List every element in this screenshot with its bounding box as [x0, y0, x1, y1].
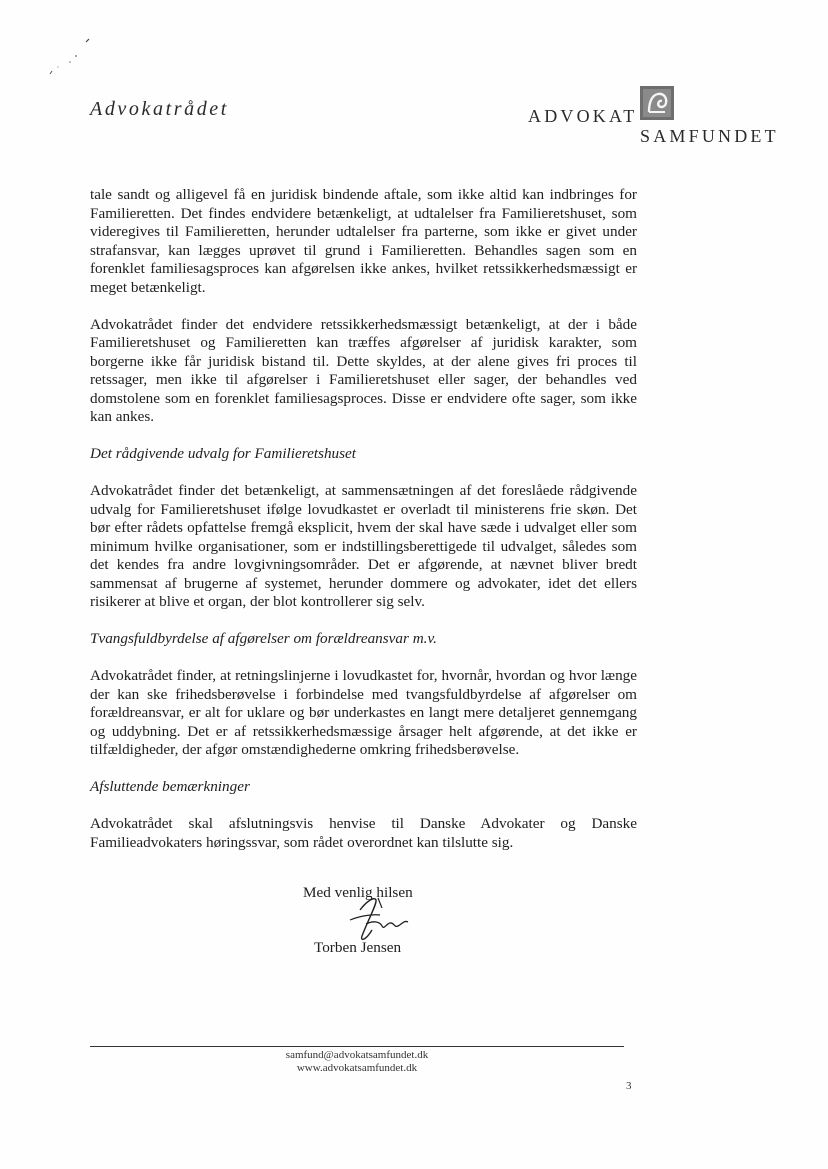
body-paragraph: tale sandt og alligevel få en juridisk bindende aftale, som ikke altid kan indbringes for Familieretten. Det findes endvidere betænkeligt, at udtalelser fra Familieretshuset, som videregives til Familieretten, herunder udtalelser fra parterne, som ikke er givet under strafansvar, kan lægges uprøvet til grund i Familieretten. Behandles sagen som en forenklet familiesagsproces kan afgørelsen ikke ankes, hvilket retssikkerhedsmæssigt er meget betænkeligt.	[90, 186, 637, 296]
section-heading: Det rådgivende udvalg for Familieretshuset	[90, 445, 357, 462]
section-heading: Afsluttende bemærkninger	[90, 778, 250, 795]
footer-website[interactable]: www.advokatsamfundet.dk	[296, 1062, 418, 1074]
page-number: 3	[626, 1080, 632, 1092]
signoff	[300, 884, 500, 964]
footer-email[interactable]: samfund@advokatsamfundet.dk	[285, 1049, 429, 1061]
body-paragraph: Advokatrådet finder det endvidere retssikkerhedsmæssigt betænkeligt, at der i både Familieretshuset og Familieretten kan træffes afgørelser af juridisk karakter, som borgerne ikke får juridisk bistand til. Dette skyldes, at der alene gives fri proces til retssager, men ikke til afgørelser i Familieretshuset eller sager, der behandles ved domstolene som en forenklet familiesagsproces. Disse er endvidere ofte sager, som ikke kan ankes.	[90, 315, 637, 425]
closing-salutation: Med venlig hilsen	[303, 884, 413, 901]
letter-body	[90, 186, 637, 871]
section-heading: Tvangsfuldbyrdelse af afgørelser om forældreansvar m.v.	[90, 630, 437, 647]
body-paragraph: Advokatrådet skal afslutningsvis henvise til Danske Advokater og Danske Familieadvokaters høringssvar, som rådet overordnet kan tilslutte sig.	[90, 815, 637, 851]
logo-word-samfundet: SAMFUNDET	[640, 126, 779, 146]
header-title: Advokatrådet	[90, 98, 229, 120]
signer-name: Torben Jensen	[314, 939, 402, 956]
scan-specks	[44, 34, 94, 84]
advokatsamfundet-logo	[526, 86, 786, 148]
logo-word-advokat: ADVOKAT	[528, 106, 638, 126]
body-paragraph: Advokatrådet finder, at retningslinjerne i lovudkastet for, hvornår, hvordan og hvor længe der kan ske frihedsberøvelse i forbindelse med tvangsfuldbyrdelse af afgørelser om forældreansvar, er alt for uklare og bør underkastes en langt mere detaljeret gennemgang og uddybning. Det er af retssikkerhedsmæssige årsager helt afgørende, at det ikke er tilfældigheder, der afgør omstændighederne omkring frihedsberøvelse.	[90, 667, 637, 758]
footer-divider	[90, 1046, 624, 1047]
body-paragraph: Advokatrådet finder det betænkeligt, at sammensætningen af det foreslåede rådgivende udvalg for Familieretshuset ifølge lovudkastet er overladt til ministerens frie skøn. Det bør efter rådets opfattelse fremgå eksplicit, hvem der skal have sæde i udvalget eller som minimum hvilke organisationer, som er indstillingsberettigede til udvalget, således som det kendes fra andre lovgivningsområder. Det er afgørende, at nævnet bliver bredt sammensat af brugerne af systemet, herunder dommere og advokater, idet det ellers risikerer at blive et organ, der blot kontrollerer sig selv.	[90, 482, 637, 610]
advokatsamfundet-emblem-icon	[640, 86, 674, 120]
